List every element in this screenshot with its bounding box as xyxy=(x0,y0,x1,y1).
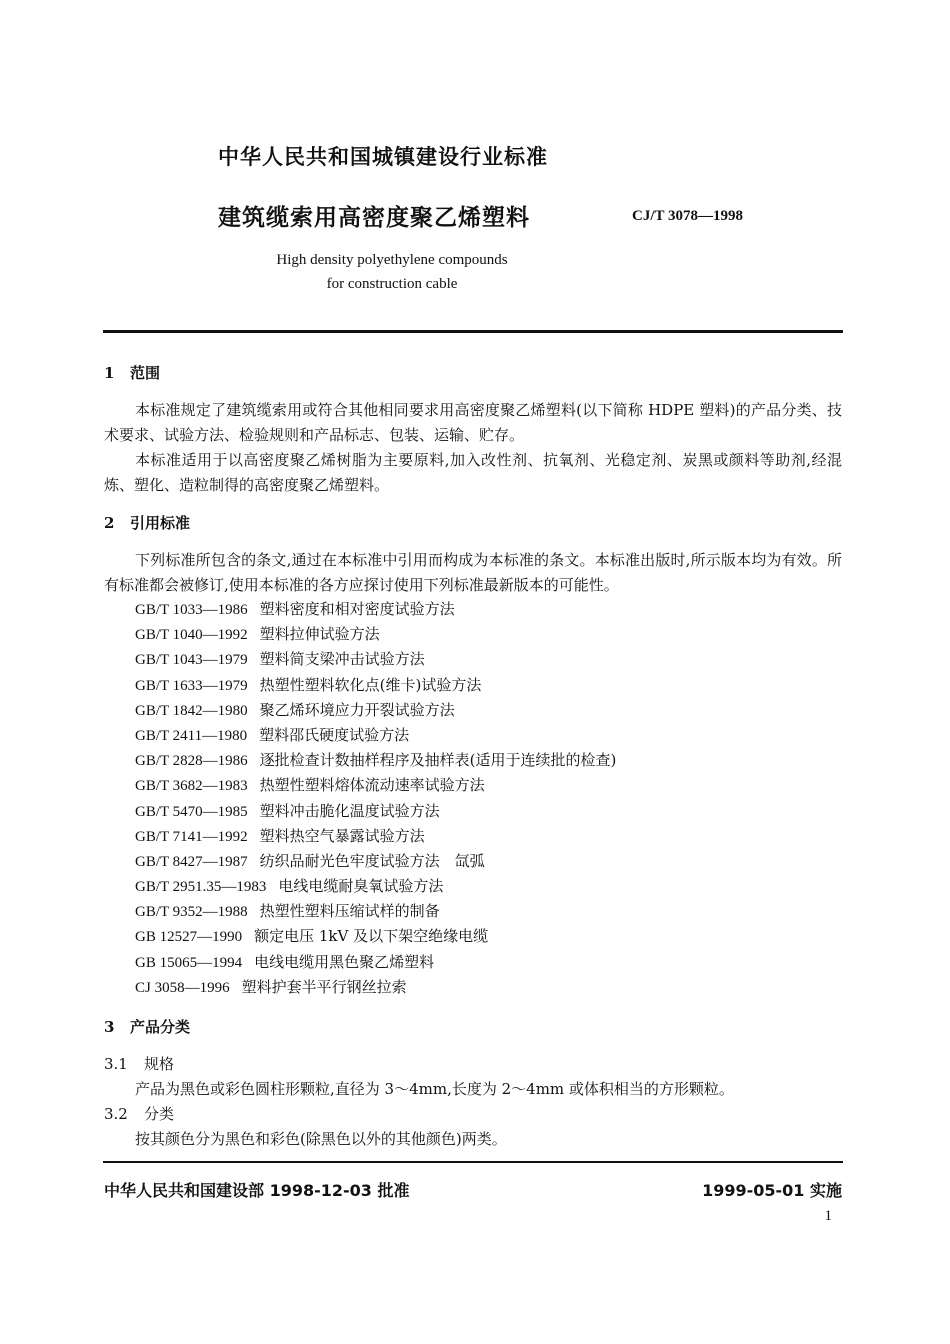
ref-title: 逐批检查计数抽样程序及抽样表(适用于连续批的检查) xyxy=(259,751,617,770)
list-item xyxy=(135,723,616,748)
ref-title: 塑料护套半平行钢丝拉索 xyxy=(241,977,407,996)
list-item xyxy=(135,899,616,924)
list-item xyxy=(135,924,616,949)
document-title: 建筑缆索用高密度聚乙烯塑料 xyxy=(218,205,530,231)
ref-code: GB/T 1040—1992 xyxy=(135,627,248,644)
ref-title: 额定电压 1kV 及以下架空绝缘电缆 xyxy=(254,927,489,946)
ref-title: 热塑性塑料熔体流动速率试验方法 xyxy=(259,776,485,795)
subsection-3-2-heading xyxy=(104,1103,174,1124)
section-title: 范围 xyxy=(130,364,161,382)
list-item xyxy=(135,698,616,723)
list-item xyxy=(135,647,616,672)
section-2-body xyxy=(104,548,842,598)
section-title: 产品分类 xyxy=(130,1018,191,1036)
page-number: 1 xyxy=(824,1208,832,1224)
ref-title: 电线电缆用黑色聚乙烯塑料 xyxy=(254,952,435,971)
header-divider xyxy=(103,330,843,333)
ref-code: CJ 3058—1996 xyxy=(135,979,230,996)
ref-code: GB/T 5470—1985 xyxy=(135,803,248,820)
subsection-title: 分类 xyxy=(144,1105,175,1123)
list-item xyxy=(135,799,616,824)
standard-category: 中华人民共和国城镇建设行业标准 xyxy=(218,145,548,169)
list-item xyxy=(135,975,616,1000)
ref-code: GB/T 1842—1980 xyxy=(135,702,248,719)
ref-code: GB/T 8427—1987 xyxy=(135,853,248,870)
effective-date: 1999-05-01 实施 xyxy=(702,1181,842,1200)
ref-code: GB/T 2951.35—1983 xyxy=(135,879,267,896)
ref-title: 塑料热空气暴露试验方法 xyxy=(259,826,425,845)
english-title-line-1: High density polyethylene compounds xyxy=(276,252,508,268)
section-title: 引用标准 xyxy=(130,514,191,532)
ref-title: 纺织品耐光色牢度试验方法 氙弧 xyxy=(259,851,485,870)
section-3-heading xyxy=(104,1016,190,1037)
approval-note: 中华人民共和国建设部 1998-12-03 批准 xyxy=(104,1181,410,1200)
list-item xyxy=(135,622,616,647)
paragraph: 本标准适用于以高密度聚乙烯树脂为主要原料,加入改性剂、抗氧剂、光稳定剂、炭黑或颜料等助剂,经混炼、塑化、造粒制得的高密度聚乙烯塑料。 xyxy=(104,451,842,494)
subsection-number: 3.2 xyxy=(104,1105,128,1123)
subsection-3-1-heading xyxy=(104,1053,174,1074)
list-item xyxy=(135,597,616,622)
referenced-standards-list xyxy=(135,597,616,1000)
ref-title: 热塑性塑料压缩试样的制备 xyxy=(259,902,440,921)
list-item xyxy=(135,950,616,975)
section-number: 1 xyxy=(104,364,115,382)
list-item xyxy=(135,748,616,773)
paragraph: 下列标准所包含的条文,通过在本标准中引用而构成为本标准的条文。本标准出版时,所示版本均为有效。所有标准都会被修订,使用本标准的各方应探讨使用下列标准最新版本的可能性。 xyxy=(104,551,842,594)
list-item xyxy=(135,849,616,874)
ref-title: 聚乙烯环境应力开裂试验方法 xyxy=(259,700,455,719)
list-item xyxy=(135,673,616,698)
ref-code: GB/T 7141—1992 xyxy=(135,828,248,845)
subsection-title: 规格 xyxy=(144,1055,175,1073)
ref-code: GB/T 1633—1979 xyxy=(135,677,248,694)
ref-title: 热塑性塑料软化点(维卡)试验方法 xyxy=(259,675,482,694)
subsection-3-2-text: 按其颜色分为黑色和彩色(除黑色以外的其他颜色)两类。 xyxy=(135,1130,507,1148)
ref-title: 塑料简支梁冲击试验方法 xyxy=(259,650,425,669)
ref-title: 电线电缆耐臭氧试验方法 xyxy=(278,877,444,896)
section-number: 3 xyxy=(104,1018,115,1036)
ref-code: GB/T 2828—1986 xyxy=(135,753,248,770)
standard-code: CJ/T 3078—1998 xyxy=(632,208,743,224)
section-2-heading xyxy=(104,512,190,533)
ref-code: GB/T 9352—1988 xyxy=(135,904,248,921)
footer-divider xyxy=(103,1161,843,1163)
ref-code: GB/T 2411—1980 xyxy=(135,727,248,744)
section-1-body xyxy=(104,398,842,498)
ref-title: 塑料拉伸试验方法 xyxy=(259,625,380,644)
ref-title: 塑料密度和相对密度试验方法 xyxy=(259,600,455,618)
list-item xyxy=(135,773,616,798)
ref-code: GB 15065—1994 xyxy=(135,954,243,971)
paragraph: 本标准规定了建筑缆索用或符合其他相同要求用高密度聚乙烯塑料(以下简称 HDPE 塑料)的产品分类、技术要求、试验方法、检验规则和产品标志、包装、运输、贮存。 xyxy=(104,401,842,444)
list-item xyxy=(135,824,616,849)
ref-code: GB 12527—1990 xyxy=(135,929,243,946)
subsection-3-1-text: 产品为黑色或彩色圆柱形颗粒,直径为 3～4mm,长度为 2～4mm 或体积相当的方形颗粒。 xyxy=(135,1080,734,1098)
ref-code: GB/T 1043—1979 xyxy=(135,652,248,669)
section-1-heading xyxy=(104,362,160,383)
list-item xyxy=(135,874,616,899)
ref-code: GB/T 3682—1983 xyxy=(135,778,248,795)
ref-code: GB/T 1033—1986 xyxy=(135,602,248,618)
english-title-line-2: for construction cable xyxy=(326,276,458,292)
subsection-number: 3.1 xyxy=(104,1055,128,1073)
ref-title: 塑料冲击脆化温度试验方法 xyxy=(259,801,440,820)
ref-title: 塑料邵氏硬度试验方法 xyxy=(259,725,410,744)
section-number: 2 xyxy=(104,514,115,532)
